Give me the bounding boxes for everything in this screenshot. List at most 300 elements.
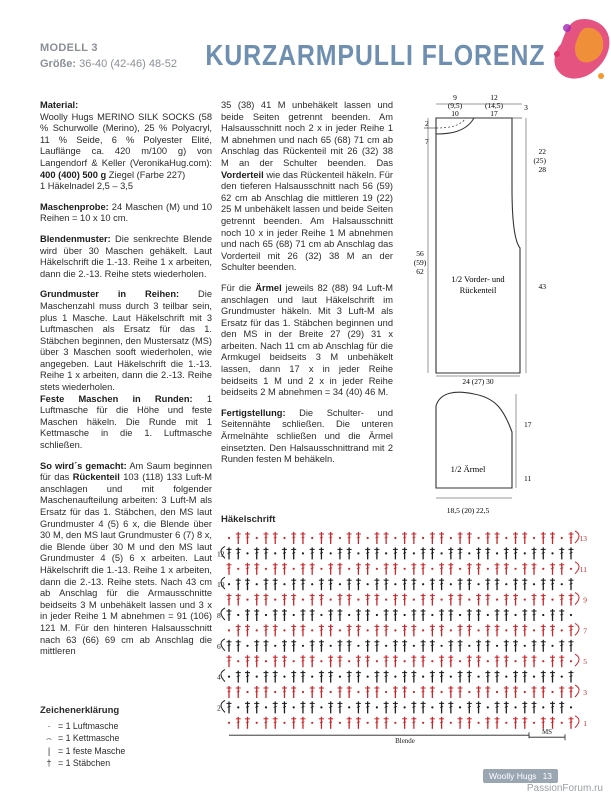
- instructions-left-column: [40, 100, 212, 667]
- double-crochet-slash: [570, 676, 573, 677]
- double-crochet-slash: [477, 599, 480, 600]
- double-crochet-slash: [292, 722, 295, 723]
- chain-stitch-icon: [440, 691, 442, 693]
- double-crochet-slash: [523, 722, 526, 723]
- double-crochet-slash: [320, 676, 323, 677]
- double-crochet-slash: [329, 629, 332, 630]
- rueckenteil-term: Rückenteil: [72, 472, 120, 483]
- double-crochet-slash: [329, 722, 332, 723]
- chain-stitch-icon: [440, 552, 442, 554]
- chain-stitch-icon: [551, 599, 553, 601]
- chain-stitch-icon: [339, 537, 341, 539]
- double-crochet-slash: [560, 660, 563, 661]
- row-number: 10: [217, 580, 225, 590]
- double-crochet-slash: [301, 629, 304, 630]
- double-crochet-slash: [412, 676, 415, 677]
- double-crochet-slash: [237, 722, 240, 723]
- legend-item: [40, 732, 125, 745]
- finishing-heading: Fertigstellung:: [221, 407, 286, 418]
- double-crochet-slash: [292, 599, 295, 600]
- double-crochet-slash: [338, 645, 341, 646]
- double-crochet-slash: [486, 552, 489, 553]
- chain-stitch-icon: [311, 629, 313, 631]
- double-crochet-slash: [551, 583, 554, 584]
- double-crochet-slash: [422, 691, 425, 692]
- double-crochet-slash: [496, 722, 499, 723]
- double-crochet-slash: [514, 599, 517, 600]
- double-crochet-slash: [403, 645, 406, 646]
- double-crochet-slash: [348, 583, 351, 584]
- double-crochet-slash: [357, 676, 360, 677]
- double-crochet-slash: [505, 691, 508, 692]
- double-crochet-slash: [468, 706, 471, 707]
- chain-stitch-icon: [477, 722, 479, 724]
- double-crochet-slash: [496, 706, 499, 707]
- double-crochet-slash: [329, 660, 332, 661]
- chain-stitch-icon: [311, 583, 313, 585]
- chain-stitch-icon: [293, 660, 295, 662]
- double-crochet-slash: [560, 691, 563, 692]
- double-crochet-slash: [486, 629, 489, 630]
- double-crochet-slash: [255, 599, 258, 600]
- right-text-3: Für die: [221, 282, 256, 293]
- double-crochet-slash: [375, 537, 378, 538]
- double-crochet-slash: [449, 691, 452, 692]
- chain-stitch-icon: [496, 691, 498, 693]
- double-crochet-slash: [246, 629, 249, 630]
- double-crochet-slash: [431, 629, 434, 630]
- double-crochet-slash: [375, 599, 378, 600]
- double-crochet-slash: [431, 722, 434, 723]
- double-crochet-slash: [283, 552, 286, 553]
- crochet-chart: [215, 523, 595, 768]
- double-crochet-slash: [523, 629, 526, 630]
- double-crochet-slash: [440, 660, 443, 661]
- chain-stitch-icon: [394, 537, 396, 539]
- double-crochet-slash: [283, 614, 286, 615]
- chain-stitch-icon: [459, 660, 461, 662]
- double-crochet-slash: [338, 568, 341, 569]
- chart-title: Häkelschrift: [221, 514, 276, 525]
- double-crochet-slash: [533, 552, 536, 553]
- double-crochet-slash: [329, 614, 332, 615]
- double-crochet-slash: [385, 568, 388, 569]
- double-crochet-slash: [357, 583, 360, 584]
- double-crochet-slash: [412, 614, 415, 615]
- double-crochet-slash: [459, 629, 462, 630]
- double-crochet-slash: [459, 691, 462, 692]
- chain-stitch-icon: [413, 645, 415, 647]
- double-crochet-slash: [292, 583, 295, 584]
- double-crochet-slash: [431, 676, 434, 677]
- double-crochet-slash: [523, 614, 526, 615]
- model-number: MODELL 3: [40, 42, 98, 54]
- chain-stitch-icon: [302, 599, 304, 601]
- double-crochet-slash: [440, 676, 443, 677]
- double-crochet-slash: [255, 706, 258, 707]
- double-crochet-slash: [338, 706, 341, 707]
- chain-stitch-icon: [256, 537, 258, 539]
- double-crochet-slash: [459, 722, 462, 723]
- turning-chain-icon: [221, 700, 225, 712]
- double-crochet-slash: [357, 706, 360, 707]
- double-crochet-slash: [403, 722, 406, 723]
- double-crochet-slash: [301, 568, 304, 569]
- double-crochet-slash: [255, 691, 258, 692]
- double-crochet-slash: [366, 691, 369, 692]
- size-label: Größe:: [40, 58, 77, 70]
- dim-top-1: 9: [453, 93, 457, 102]
- double-crochet-slash: [228, 645, 231, 646]
- double-crochet-slash: [412, 722, 415, 723]
- double-crochet-slash: [264, 537, 267, 538]
- double-crochet-slash: [449, 706, 452, 707]
- dim-total-3: 62: [416, 267, 424, 276]
- dim-armhole-3: 28: [538, 165, 546, 174]
- double-crochet-slash: [514, 537, 517, 538]
- double-crochet-slash: [459, 645, 462, 646]
- chain-stitch-icon: [431, 706, 433, 708]
- double-crochet-slash: [311, 568, 314, 569]
- chain-stitch-icon: [450, 629, 452, 631]
- double-crochet-slash: [348, 691, 351, 692]
- chain-stitch-icon: [505, 676, 507, 678]
- double-crochet-slash: [551, 614, 554, 615]
- chain-stitch-icon: [496, 645, 498, 647]
- double-crochet-slash: [449, 645, 452, 646]
- double-crochet-slash: [551, 676, 554, 677]
- double-crochet-slash: [255, 552, 258, 553]
- double-crochet-slash: [375, 629, 378, 630]
- chain-stitch-icon: [265, 614, 267, 616]
- double-crochet-slash: [320, 691, 323, 692]
- double-crochet-slash: [320, 537, 323, 538]
- chain-stitch-icon: [283, 537, 285, 539]
- dim-sleeve-width: 18,5 (20) 22,5: [446, 506, 490, 515]
- page-title: KURZARMPULLI FLORENZ: [205, 40, 545, 72]
- double-crochet-slash: [320, 599, 323, 600]
- row-number: 13: [579, 534, 587, 543]
- double-crochet-slash: [394, 568, 397, 569]
- double-crochet-slash: [505, 614, 508, 615]
- chain-stitch-icon: [237, 660, 239, 662]
- double-crochet-slash: [412, 706, 415, 707]
- double-crochet-slash: [486, 583, 489, 584]
- dim-total-1: 56: [416, 249, 424, 258]
- dim-top-4: 12: [490, 93, 498, 102]
- turning-chain-icon: [575, 716, 579, 728]
- double-crochet-slash: [385, 676, 388, 677]
- double-crochet-slash: [440, 629, 443, 630]
- double-crochet-slash: [542, 722, 545, 723]
- row-number: 4: [217, 672, 221, 682]
- chain-stitch-icon: [477, 629, 479, 631]
- double-crochet-slash: [274, 537, 277, 538]
- double-crochet-slash: [274, 583, 277, 584]
- double-crochet-slash: [422, 660, 425, 661]
- chain-stitch-icon: [459, 614, 461, 616]
- double-crochet-slash: [542, 583, 545, 584]
- chain-stitch-icon: [348, 568, 350, 570]
- double-crochet-slash: [514, 676, 517, 677]
- chain-stitch-icon: [348, 660, 350, 662]
- double-crochet-slash: [459, 599, 462, 600]
- turning-chain-icon: [575, 531, 579, 543]
- double-crochet-slash: [514, 629, 517, 630]
- chain-stitch-icon: [385, 645, 387, 647]
- double-crochet-slash: [560, 599, 563, 600]
- chain-stitch-icon: [357, 552, 359, 554]
- chain-stitch-icon: [320, 568, 322, 570]
- row-number: 3: [583, 688, 587, 697]
- chain-stitch-icon: [450, 676, 452, 678]
- chain-stitch-icon: [561, 629, 563, 631]
- turning-chain-icon: [575, 623, 579, 635]
- double-crochet-slash: [228, 599, 231, 600]
- chain-stitch-icon: [450, 722, 452, 724]
- chain-stitch-icon: [339, 676, 341, 678]
- double-crochet-slash: [505, 599, 508, 600]
- garment-schematic: [400, 88, 550, 520]
- double-crochet-slash: [274, 568, 277, 569]
- double-crochet-slash: [228, 552, 231, 553]
- double-crochet-slash: [440, 722, 443, 723]
- double-crochet-slash: [542, 552, 545, 553]
- chain-stitch-icon: [477, 583, 479, 585]
- dim-top-7: 3: [524, 103, 528, 112]
- double-crochet-slash: [301, 537, 304, 538]
- chain-stitch-icon: [274, 691, 276, 693]
- symbol-legend: [40, 705, 125, 770]
- chain-stitch-icon: [468, 599, 470, 601]
- legend-item: [40, 757, 125, 770]
- double-crochet-slash: [412, 660, 415, 661]
- chain-stitch-icon: [468, 645, 470, 647]
- double-crochet-slash: [237, 676, 240, 677]
- double-crochet-slash: [385, 706, 388, 707]
- double-crochet-slash: [533, 645, 536, 646]
- chain-stitch-icon: [413, 599, 415, 601]
- blende-text: Die senkrechte Blende wird über 30 Maschen gehäkelt. Laut Häkelschrift die 1.-13. Reihe 1 x arbeiten, dann die 2.-13. Reihe stets wiederholen.: [40, 233, 212, 279]
- watermark: PassionForum.ru: [526, 783, 603, 794]
- double-crochet-slash: [394, 614, 397, 615]
- double-crochet-slash: [486, 537, 489, 538]
- finishing-text: Die Schulter- und Seitennähte schließen. Die unteren Ärmelnähte schließen und die Ärmel einsetzten. Den Halsausschnittrand mit 2 Runden festen M behäkeln.: [221, 407, 393, 465]
- material-needle: 1 Häkelnadel 2,5 – 3,5: [40, 181, 134, 192]
- chain-stitch-icon: [385, 599, 387, 601]
- double-crochet-slash: [357, 568, 360, 569]
- double-crochet-slash: [283, 660, 286, 661]
- chain-stitch-icon: [431, 568, 433, 570]
- double-crochet-slash: [496, 568, 499, 569]
- chain-stitch-icon: [320, 660, 322, 662]
- double-crochet-slash: [338, 691, 341, 692]
- chain-stitch-icon: [505, 629, 507, 631]
- chain-stitch-icon: [459, 706, 461, 708]
- double-crochet-slash: [403, 691, 406, 692]
- chain-stitch-icon: [228, 629, 230, 631]
- double-crochet-slash: [533, 568, 536, 569]
- chain-stitch-icon: [330, 645, 332, 647]
- double-crochet-slash: [412, 568, 415, 569]
- double-crochet-slash: [255, 614, 258, 615]
- right-text-4: jeweils 82 (88) 94 Luft-M anschlagen und laut Häkelschrift im Grundmuster häkeln. Mit 3 Luft-M als Ersatz für das 1. Stäbchen beginnen und den MS in der Breite 27 (29) 31 x arbeiten. Nach 11 cm ab Anschlag für die Armkugel beidseits 3 M unbehäkelt lassen, dann 17 x in jeder Reihe beidseits 1 M und 2 x in jeder Reihe beidseits 2 M abnehmen = 34 (40) 46 M.: [221, 282, 393, 398]
- double-crochet-slash: [496, 614, 499, 615]
- chain-stitch-icon: [551, 691, 553, 693]
- double-crochet-slash: [283, 706, 286, 707]
- double-crochet-slash: [329, 568, 332, 569]
- double-crochet-slash: [283, 599, 286, 600]
- double-crochet-slash: [237, 583, 240, 584]
- chain-stitch-icon: [330, 599, 332, 601]
- right-text-1: 35 (38) 41 M unbehäkelt lassen und beide Seiten getrennt beenden. Am Halsausschnitt noch 2 x in jeder Reihe 1 M abnehmen und nach 65 (68) 71 cm ab Anschlag das Rückenteil mit 26 (32) 38 M an der Schulter beenden. Das: [221, 100, 393, 168]
- double-crochet-slash: [422, 645, 425, 646]
- double-crochet-slash: [468, 722, 471, 723]
- double-crochet-slash: [357, 660, 360, 661]
- row-number: 11: [579, 564, 587, 574]
- dim-sleeve-length: 11: [524, 474, 532, 483]
- chain-stitch-icon: [376, 660, 378, 662]
- chain-stitch-icon: [385, 691, 387, 693]
- chain-stitch-icon: [422, 676, 424, 678]
- chain-stitch-icon: [246, 552, 248, 554]
- double-crochet-slash: [422, 599, 425, 600]
- chain-stitch-icon: [320, 614, 322, 616]
- material-heading: Material:: [40, 100, 79, 110]
- double-crochet-slash: [264, 676, 267, 677]
- double-crochet-slash: [551, 660, 554, 661]
- double-crochet-slash: [551, 706, 554, 707]
- double-crochet-slash: [301, 660, 304, 661]
- double-crochet-slash: [403, 599, 406, 600]
- double-crochet-slash: [505, 706, 508, 707]
- double-crochet-slash: [283, 568, 286, 569]
- double-crochet-slash: [468, 583, 471, 584]
- chain-stitch-icon: [385, 552, 387, 554]
- double-crochet-slash: [412, 537, 415, 538]
- double-crochet-slash: [440, 706, 443, 707]
- double-crochet-slash: [560, 706, 563, 707]
- double-crochet-slash: [329, 537, 332, 538]
- double-crochet-slash: [533, 706, 536, 707]
- double-crochet-slash: [514, 645, 517, 646]
- legend-label: = 1 feste Masche: [58, 745, 126, 756]
- double-crochet-icon: †: [46, 758, 52, 768]
- double-crochet-slash: [311, 552, 314, 553]
- double-crochet-slash: [505, 552, 508, 553]
- double-crochet-slash: [468, 629, 471, 630]
- double-crochet-slash: [431, 552, 434, 553]
- chain-stitch-icon: [404, 568, 406, 570]
- double-crochet-slash: [394, 645, 397, 646]
- gauge-text: 24 Maschen (M) und 10 Reihen = 10 x 10 cm.: [40, 201, 212, 224]
- chain-stitch-icon: [477, 537, 479, 539]
- double-crochet-slash: [264, 691, 267, 692]
- double-crochet-slash: [459, 583, 462, 584]
- chain-stitch-icon: [376, 706, 378, 708]
- chain-stitch-icon: [533, 583, 535, 585]
- double-crochet-slash: [570, 552, 573, 553]
- chain-stitch-icon: [283, 583, 285, 585]
- double-crochet-slash: [385, 614, 388, 615]
- double-crochet-slash: [533, 660, 536, 661]
- chain-stitch-icon: [367, 722, 369, 724]
- chain-stitch-icon: [514, 706, 516, 708]
- double-crochet-slash: [431, 583, 434, 584]
- chain-stitch-icon: [330, 552, 332, 554]
- double-crochet-slash: [440, 583, 443, 584]
- chain-stitch-icon: [394, 676, 396, 678]
- double-crochet-slash: [486, 691, 489, 692]
- double-crochet-slash: [514, 583, 517, 584]
- double-crochet-slash: [274, 614, 277, 615]
- chain-stitch-icon: [542, 568, 544, 570]
- chain-stitch-icon: [293, 706, 295, 708]
- double-crochet-slash: [292, 691, 295, 692]
- double-crochet-slash: [570, 722, 573, 723]
- chain-stitch-icon: [376, 614, 378, 616]
- double-crochet-slash: [237, 537, 240, 538]
- chain-stitch-icon: [542, 660, 544, 662]
- double-crochet-slash: [375, 722, 378, 723]
- double-crochet-slash: [320, 583, 323, 584]
- double-crochet-slash: [431, 599, 434, 600]
- chain-stitch-icon: [376, 568, 378, 570]
- chain-stitch-icon: [228, 583, 230, 585]
- double-crochet-slash: [459, 537, 462, 538]
- double-crochet-slash: [366, 599, 369, 600]
- double-crochet-slash: [422, 706, 425, 707]
- double-crochet-slash: [301, 676, 304, 677]
- double-crochet-slash: [329, 706, 332, 707]
- chain-stitch-icon: [450, 583, 452, 585]
- row-number: 8: [217, 611, 221, 620]
- double-crochet-slash: [403, 552, 406, 553]
- dim-sleeve-cap: 17: [524, 420, 532, 429]
- footer-brand: Woolly Hugs: [489, 771, 537, 781]
- double-crochet-slash: [311, 614, 314, 615]
- vorderteil-term: Vorderteil: [221, 169, 264, 180]
- chain-stitch-icon: [367, 583, 369, 585]
- double-crochet-slash: [468, 537, 471, 538]
- dim-top-3: 10: [451, 109, 459, 118]
- right-text-2: wie das Rückenteil häkeln. Für den tieferen Halsausschnitt nach 56 (59) 62 cm ab Anschlag die mittleren 19 (22) 25 M unbehäkelt lassen und beide Seiten getrennt beenden. Am Halsausschnitt noch 10 x in jeder Reihe 1 M abnehmen und nach 65 (68) 71 cm ab Anschlag das Vorderteil mit 26 (32) 38 M an der Schulter beenden.: [221, 169, 393, 273]
- dim-total-2: (59): [413, 258, 427, 267]
- row-number: 5: [583, 657, 587, 667]
- chain-stitch-icon: [237, 568, 239, 570]
- double-crochet-slash: [228, 660, 231, 661]
- double-crochet-slash: [394, 660, 397, 661]
- chain-stitch-icon: [256, 722, 258, 724]
- double-crochet-slash: [505, 660, 508, 661]
- double-crochet-slash: [311, 660, 314, 661]
- double-crochet-slash: [477, 552, 480, 553]
- double-crochet-slash: [560, 614, 563, 615]
- double-crochet-slash: [394, 552, 397, 553]
- double-crochet-slash: [385, 629, 388, 630]
- double-crochet-slash: [542, 691, 545, 692]
- chain-stitch-icon: [311, 676, 313, 678]
- chain-stitch-icon: [357, 599, 359, 601]
- chain-stitch-icon: [440, 599, 442, 601]
- double-crochet-slash: [570, 599, 573, 600]
- page-footer: [483, 769, 558, 783]
- double-crochet-slash: [440, 537, 443, 538]
- row-number: 6: [217, 641, 221, 651]
- dim-neck-front: 7: [425, 137, 429, 146]
- turning-chain-icon: [575, 562, 579, 574]
- double-crochet-slash: [274, 629, 277, 630]
